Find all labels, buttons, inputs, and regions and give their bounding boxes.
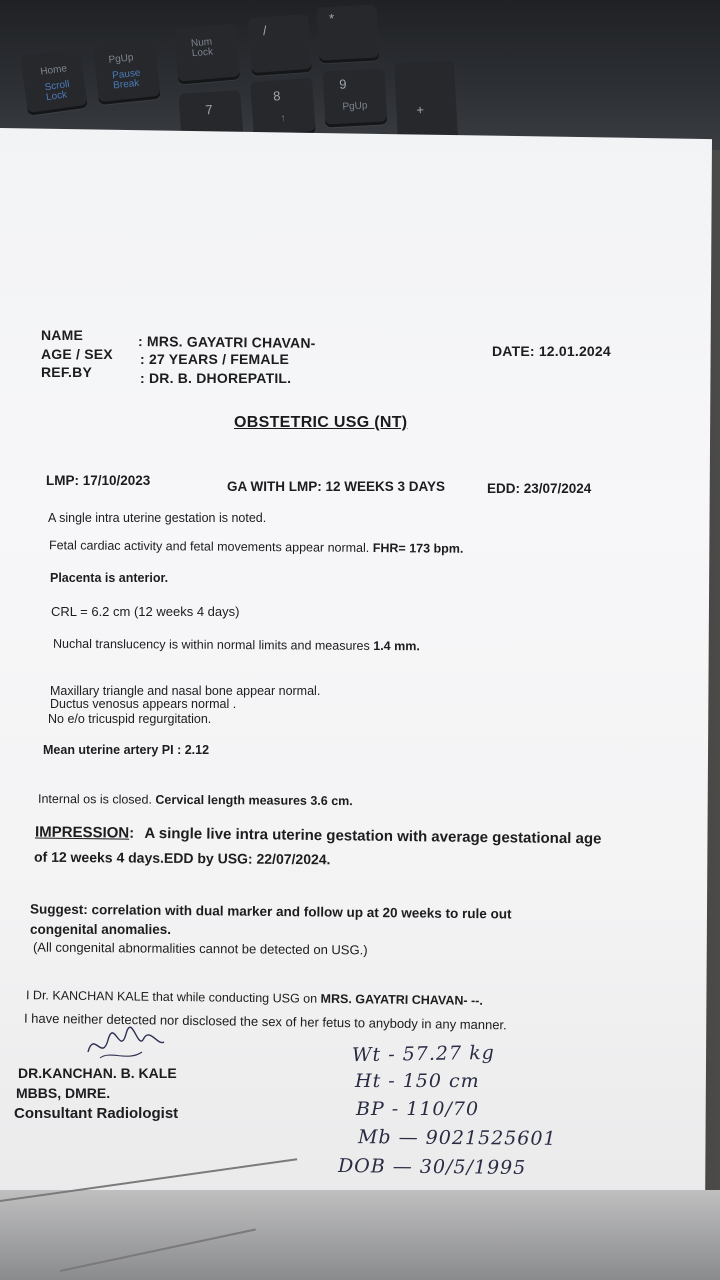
report-date: DATE: 12.01.2024 — [492, 343, 611, 359]
doctor-title: Consultant Radiologist — [14, 1105, 179, 1122]
doctor-name: DR.KANCHAN. B. KALE — [18, 1065, 177, 1081]
finding-maxillary: Maxillary triangle and nasal bone appear normal. — [50, 684, 321, 698]
key-sublabel: Pause Break — [111, 67, 142, 92]
handwritten-weight: Wt - 57.27 kg — [351, 1041, 495, 1067]
key-sublabel: Scroll Lock — [43, 78, 71, 104]
impression-line1: A single live intra uterine gestation with average gestational age — [144, 824, 602, 848]
suggest-line2: congenital anomalies. — [30, 922, 172, 937]
lmp: LMP: 17/10/2023 — [46, 473, 151, 488]
age-label: AGE / SEX — [41, 346, 113, 362]
finding-cardiac-text: Fetal cardiac activity and fetal movements appear normal. — [48, 538, 370, 555]
key-label: 9 — [338, 76, 347, 92]
keyboard-key-star — [317, 4, 380, 63]
keyboard-key-eight — [250, 78, 316, 138]
name-value: : MRS. GAYATRI CHAVAN- — [137, 333, 316, 351]
declaration-text: I Dr. KANCHAN KALE that while conducting USG on — [25, 988, 318, 1006]
handwritten-dob: DOB — 30/5/1995 — [337, 1155, 527, 1179]
keyboard-key-plus — [394, 60, 458, 143]
suggest-line1: Suggest: correlation with dual marker and follow up at 20 weeks to rule out — [29, 901, 512, 922]
key-label: / — [262, 22, 268, 39]
finding-nuchal-text: Nuchal translucency is within normal limits and measures — [52, 636, 370, 653]
key-label: Home — [39, 63, 68, 78]
finding-gestation: A single intra uterine gestation is noted. — [48, 511, 267, 525]
fhr-value: FHR= 173 bpm. — [372, 541, 464, 556]
suggest-line3: (All congenital abnormalities cannot be detected on USG.) — [32, 939, 368, 958]
key-label: Num Lock — [190, 36, 214, 60]
keyboard-key-home — [20, 48, 88, 116]
handwritten-bp: BP - 110/70 — [356, 1098, 480, 1120]
report-title: OBSTETRIC USG (NT) — [234, 414, 408, 431]
impression-label: IMPRESSION — [34, 823, 130, 842]
key-sublabel: ↑ — [280, 112, 287, 125]
key-label: 8 — [272, 88, 281, 104]
ref-label: REF.BY — [41, 364, 92, 380]
paper-shadow — [0, 1190, 720, 1280]
finding-tricuspid: No e/o tricuspid regurgitation. — [48, 712, 212, 726]
age-value: : 27 YEARS / FEMALE — [140, 351, 290, 367]
keyboard-key-pgup — [93, 41, 161, 105]
keyboard — [0, 0, 720, 150]
ref-value: : DR. B. DHOREPATIL. — [140, 370, 292, 386]
impression-colon: : — [129, 824, 135, 842]
key-label: PgUp — [108, 52, 135, 66]
finding-crl: CRL = 6.2 cm (12 weeks 4 days) — [51, 604, 240, 619]
declaration-line2: I have neither detected nor disclosed the sex of her fetus to anybody in any manner. — [23, 1010, 507, 1033]
handwritten-mobile: Mb — 9021525601 — [357, 1126, 557, 1150]
cervical-length: Cervical length measures 3.6 cm. — [155, 792, 353, 809]
handwritten-height: Ht - 150 cm — [355, 1070, 480, 1092]
doctor-degree: MBBS, DMRE. — [16, 1085, 111, 1101]
name-label: NAME — [41, 327, 84, 343]
key-label: + — [416, 102, 425, 118]
finding-cervix — [38, 792, 353, 808]
nt-value: 1.4 mm. — [373, 638, 420, 654]
finding-placenta: Placenta is anterior. — [50, 571, 169, 585]
keyboard-key-numlock — [174, 23, 241, 84]
finding-nuchal — [53, 637, 420, 654]
edd: EDD: 23/07/2024 — [487, 481, 592, 496]
key-sublabel: PgUp — [342, 100, 368, 113]
key-label: 7 — [204, 101, 214, 118]
finding-ductus: Ductus venosus appears normal . — [50, 697, 237, 711]
keyboard-key-slash — [248, 14, 312, 76]
finding-os-text: Internal os is closed. — [37, 791, 153, 807]
gestational-age: GA WITH LMP: 12 WEEKS 3 DAYS — [227, 479, 446, 494]
keyboard-key-nine — [323, 68, 388, 127]
impression-line2: of 12 weeks 4 days.EDD by USG: 22/07/2024. — [33, 848, 331, 868]
declaration-patient: MRS. GAYATRI CHAVAN- --. — [320, 991, 483, 1008]
signature — [80, 1022, 170, 1067]
finding-uterine-artery: Mean uterine artery PI : 2.12 — [43, 743, 210, 757]
key-label: * — [328, 10, 335, 26]
